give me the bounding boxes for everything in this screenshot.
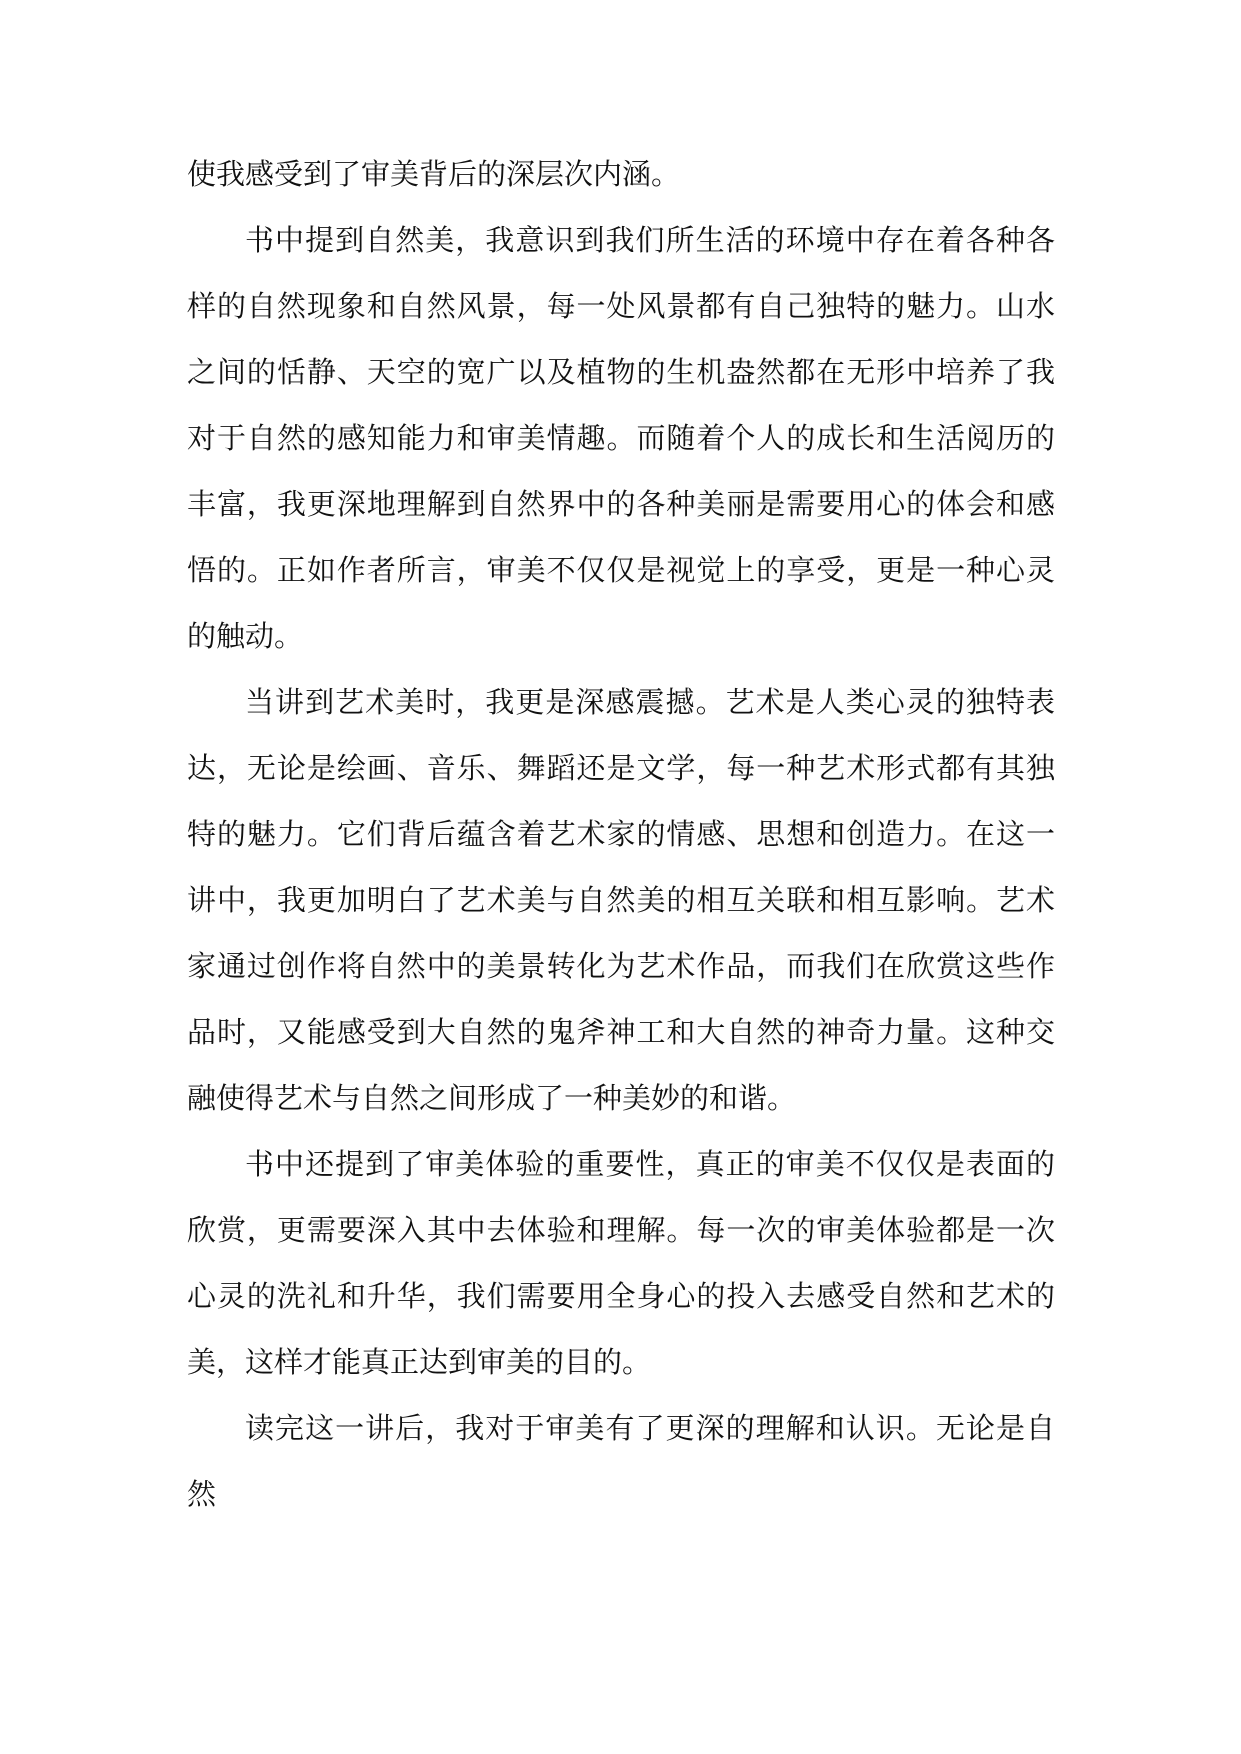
- paragraph-aesthetic-experience: 书中还提到了审美体验的重要性，真正的审美不仅仅是表面的欣赏，更需要深入其中去体验和理解。每一次的审美体验都是一次心灵的洗礼和升华，我们需要用全身心的投入去感受自然和艺术的美，这样才能真正达到审美的目的。: [187, 1147, 1055, 1379]
- document-body: [187, 141, 1055, 1527]
- paragraph-natural-beauty: 书中提到自然美，我意识到我们所生活的环境中存在着各种各样的自然现象和自然风景，每一处风景都有自己独特的魅力。山水之间的恬静、天空的宽广以及植物的生机盎然都在无形中培养了我对于自然的感知能力和审美情趣。而随着个人的成长和生活阅历的丰富，我更深地理解到自然界中的各种美丽是需要用心的体会和感悟的。正如作者所言，审美不仅仅是视觉上的享受，更是一种心灵的触动。: [187, 223, 1055, 653]
- paragraph-conclusion: 读完这一讲后，我对于审美有了更深的理解和认识。无论是自然: [187, 1411, 1055, 1511]
- paragraph-artistic-beauty: 当讲到艺术美时，我更是深感震撼。艺术是人类心灵的独特表达，无论是绘画、音乐、舞蹈还是文学，每一种艺术形式都有其独特的魅力。它们背后蕴含着艺术家的情感、思想和创造力。在这一讲中，我更加明白了艺术美与自然美的相互关联和相互影响。艺术家通过创作将自然中的美景转化为艺术作品，而我们在欣赏这些作品时，又能感受到大自然的鬼斧神工和大自然的神奇力量。这种交融使得艺术与自然之间形成了一种美妙的和谐。: [187, 685, 1055, 1115]
- paragraph-continuation: 使我感受到了审美背后的深层次内涵。: [187, 157, 681, 191]
